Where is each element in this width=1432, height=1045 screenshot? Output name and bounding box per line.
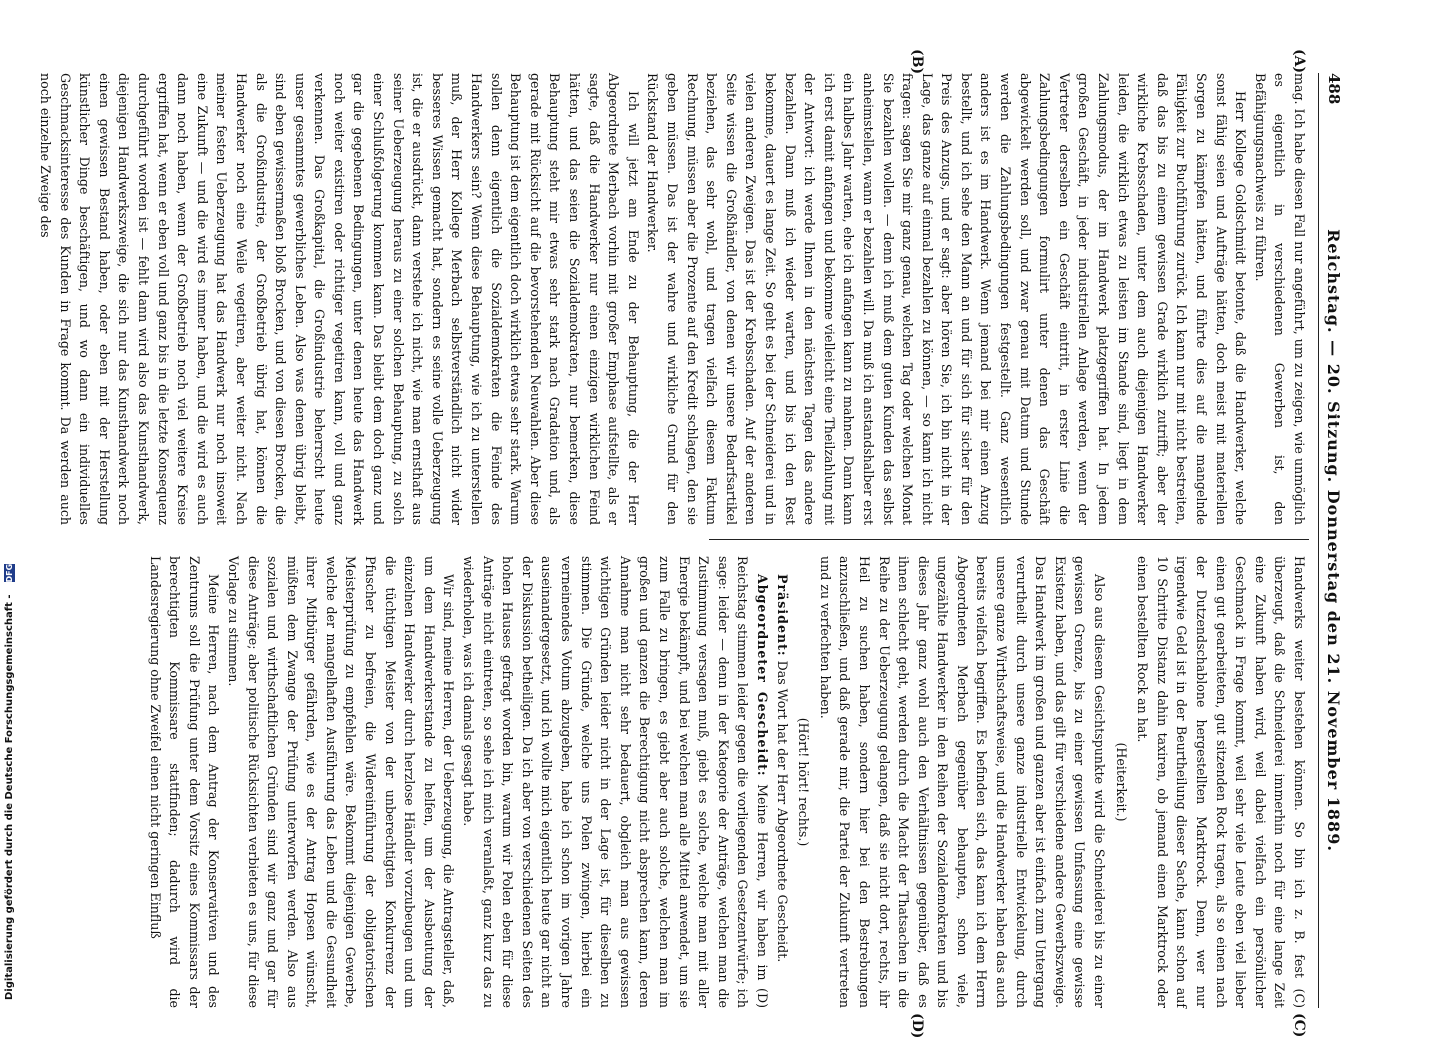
margin-marker-c: (C)	[1291, 1013, 1307, 1038]
paragraph: Ich will jetzt am Ende zu der Behauptung, die der Herr Abgeordnete Merbach vorhin mit großer Emphase aufstellte, als er sagte, daß die Handwerker nur einen einzigen wirklichen Feind hätten, und das seien die Sozialdemokraten, nur bemerken, diese Behauptung steht mir etwas sehr stark nach Gradation und, als gerade mit Rücksicht auf die bevorstehenden Neuwahlen. Aber diese Behauptung ist dem eigentlich doch wirklich etwas sehr stark. Warum sollen denn eigentlich die Sozialdemokraten die Feinde des Handwerkers sein? Wenn diese Behauptung, wie ich zu unterstellen muß, der Herr Kollege Merbach selbstverständlich nicht wider besseres Wissen gemacht hat, sondern es seine volle Ueberzeugung ist, die er ausdrückt, dann verstehe ich nicht, wie man ernsthaft aus seiner Ueberzeugung heraus zu einer solchen Behauptung, zu solch einer Schlußfolgerung kommen kann. Das bleibt dem doch ganz und gar die gegebenen Bedingungen, unter denen heute das Handwerk noch weiter existiren oder richtiger vegetiren kann, voll und ganz verkennen. Das Großkapital, die Großindustrie beherrscht heute unser gesammtes gewerbliches Leben. Also was denen übrig bleibt, sind eben gewissermaßen bloß Brocken, und von diesen Brocken, die als die Großindustrie, der Großbetrieb übrig hat, können die Handwerker noch eine Weile vegetiren, aber weiter nicht. Nach meiner festen Ueberzeugung hat das Handwerk nur noch insoweit eine Zukunft — und die wird es immer haben, und die wird es auch dann noch haben, wenn der Großbetrieb noch viel weitere Kreise ergriffen hat, wenn er eben voll und ganz bis in die letzte Konsequenz durchgeführt worden ist — fehlt dann wird also das Kunsthandwerk, diejenigen Handwerkszweige, die sich nur das Kunsthandwerk noch einen gewissen Bestand haben, oder eben mit der Herstellung künstlicher Dinge beschäftigen, und wo dann ein individuelles Geschmacksinteresse des Kunden in Frage kommt. Da werden auch noch einzelne Zweige des	[38, 73, 641, 525]
column-divider	[709, 539, 1309, 540]
page-header	[1318, 73, 1345, 1008]
delegate-text: Meine Herren, wir haben im (D) Reichstag stimmen leider gegen die vorliegenden Gesetzentwürfe; ich sage: leider — denn in der Kategorie der Anträge, welchen man die Zustimmung versagen muß, giebt es solche, welche man mit aller Energie bekämpft, und bei welchen man alle Mittel anwendet, um sie zum Falle zu bringen, es giebt aber auch solche, welchen man im großen und ganzen die Berechtigung nicht absprechen kann, deren Annahme man nicht sehr bedauert, obgleich man aus gewissen wichtigen Gründen leider nicht in der Lage ist, für dieselben zu stimmen. Die Gründe, welche uns Polen zwingen, hierbei ein verneinendes Votum abzugeben, habe ich schon im vorigen Jahre auseinandergesetzt, und ich wollte mich eigentlich heute gar nicht an der Diskussion betheiligen. Da ich aber von verschiedenen Seiten des hohen Hauses gefragt worden bin, warum wir Polen eben für diese Anträge nicht eintreten, so sehe ich mich veranlaßt, ganz kurz das zu wiederholen, was ich damals gesagt habe.	[461, 556, 770, 1008]
margin-marker-a: (A)	[1291, 49, 1307, 74]
margin-marker-d: (D)	[909, 1013, 925, 1039]
paragraph: Also aus diesem Gesichtspunkte wird die Schneiderei bis zu einer gewissen Grenze, bis zu einer gewissen Umfassung eine gewisse Existenz haben, und das gilt für verschiedene andere Gewerbszweige. Das Handwerk im großen und ganzen aber ist einfach zum Untergang verurtheilt durch unsere ganze industrielle Entwickelung, durch unsere ganze Wirthschaftsweise, und die Handwerker haben das auch bereits vielfach begriffen. Es befinden sich, das kann ich dem Herrn Abgeordneten Merbach gegenüber behaupten, schon viele, ungezählte Handwerker in den Reihen der Sozialdemokraten und bis dieses Jahr ganz wohl auch den Verhältnissen gegenüber, daß es ihnen schlecht geht, werden durch die Macht der Thatsachen in die Reihe zu der Ueberzeugung gelangen, daß sie nicht dort, rechts, ihr Heil zu suchen haben, sondern hier bei den Bestrebungen anzuschließen, und daß gerade mir, die Partei der Zukunft vertreten und zu verfechten haben.	[817, 556, 1108, 1008]
running-title: Reichstag. — 20. Sitzung. Donnerstag den 21. November 1889.	[1324, 229, 1343, 852]
page-content	[38, 49, 1345, 1039]
speaker-president: Präsident:	[774, 574, 790, 657]
digitization-credit	[2, 563, 16, 1000]
paragraph: Herr Kollege Goldschmidt betonte, daß die Handwerker, welche sonst fähig seien und Aufträge hätten, doch meist mit materiellen Sorgen zu kämpfen hätten, und führte dies auf die mangelnde Fähigkeit zur Buchführung zurück. Ich kann nur mit nicht bestreiten, daß das bis zu einem gewissen Grade wirklich zutrifft; aber der wirkliche Krebsschaden, unter dem auch diejenigen Handwerker leiden, die wirklich etwas zu leisten im Stande sind, liegt in dem Zahlungsmodus, der im Handwerk platzgegriffen hat. In jedem großen Geschäft, in jeder industriellen Anlage werden, wenn der Vertreter derselben ein Geschäft eintritt, in erster Linie die Zahlungsbedingungen formulirt unter denen das Geschäft abgewickelt werden soll, und zwar genau mit Datum und Stunde werden die Zahlungsbedingungen festgestellt. Ganz wesentlich anders ist es im Handwerk. Wenn jemand bei mir einen Anzug bestellt, und ich sehe den Mann an und für sich für sicher für den Preis des Anzugs, und er sagt: aber hören Sie, ich bin nicht in der Lage, das ganze auf einmal bezahlen zu können, — so kann ich nicht fragen: sagen Sie mir ganz genau, welchen Tag oder welchen Monat Sie bezahlen wollen. — denn ich muß dem guten Kunden das selbst anheimstellen, wann er bezahlen will. Da muß ich anstandshalber erst ein halbes Jahr warten, ehe ich anfangen kann zu mahnen. Dann kann ich erst damit anfangen und bekomme vielleicht eine Theilzahlung mit der Antwort: ich werde Ihnen in den nächsten Tagen das andere bezahlen. Dann muß ich wieder warten, und bis ich den Rest bekomme, dauert es lange Zeit. So geht es bei der Schneiderei und in vielen anderen Zweigen. Das ist der Krebsschaden. Auf der anderen Seite wissen die Großhändler, von denen wir unsere Bedarfsartikel beziehen, das sehr wohl, und tragen vielfach diesem Faktum Rechnung, müssen aber die Prozente auf den Kredit schlagen, den sie geben müssen. Das ist der wahre und wirkliche Grund für den Rückstand der Handwerker.	[645, 73, 1249, 525]
dfg-logo: DFG	[4, 563, 14, 583]
president-paragraph	[772, 556, 792, 1008]
left-column	[38, 73, 1309, 525]
right-column	[147, 556, 1309, 1008]
delegate-paragraph	[458, 556, 772, 1008]
paragraph: mag. Ich habe diesen Fall nur angeführt, um zu zeigen, wie unmöglich es eigentlich in verschiedenen Gewerben ist, den Befähigungsnachweis zu führen.	[1252, 73, 1307, 525]
president-text: Das Wort hat der Herr Abgeordnete Gescheidt.	[774, 660, 790, 963]
credit-text: Digitalisierung gefördert durch die Deutsche Forschungsgemeinschaft -	[3, 594, 15, 1000]
paragraph: Wir sind, meine Herren, der Ueberzeugung, die Antragsteller, daß, um dem Handwerkerstande zu helfen, um der Ausbeutung der einzelnen Handwerker durch herzlose Händler vorzubeugen und um die tüchtigen Meister von der unberechtigten Konkurrenz der Pfuscher zu befreien, die Widereinführung der obligatorischen Meisterprüfung zu empfehlen wäre. Bekommt diejenigen Gewerbe, welche der mangelhaften Ausführung das Leben und die Gesundheit ihrer Mitbürger gefährden, wie es der Antrag Hopsen wünscht, müßten dem Zwange der Prüfung unterworfen werden. Also aus sozialen und wirthschaftlichen Gründen sind wir ganz und gar für diese Anträge; aber politische Rücksichten verbieten es uns, für diese Vorlage zu stimmen.	[225, 556, 457, 1008]
stage-note-heiterkeit: (Heiterkeit.)	[1113, 742, 1129, 822]
speaker-delegate: Abgeordneter Gescheidt:	[754, 574, 770, 777]
rotated-page	[38, 45, 1353, 1045]
paragraph: Meine Herren, nach dem Antrag der Konservativen und des Zentrums soll die Prüfung unter dem Vorsitz eines Kommissars der berechtigten Kommissare stattfinden; dadurch wird die Landesregierung ohne Zweifel einen nicht geringen Einfluß	[147, 556, 222, 1008]
paragraph: Handwerks weiter bestehen können. So bin ich z. B. fest (C) überzeugt, daß die Schneiderei immerhin noch für eine lange Zeit eine Zukunft haben wird, weil dabei vielfach ein persönlicher Geschmack in Frage kommt, weil sehr viele Leute eben viel lieber einen gut gearbeiteten, gut sitzenden Rock tragen, als so einen nach der Dutzendschablone hergestellten Marktrock. Denn, wer nur irgendwie Geld ist in der Beurtheilung dieser Sache, kann schon auf 10 Schritte Distanz dahin taxiren, ob jemand einen Marktrock oder einen bestellten Rock an hat.	[1135, 556, 1307, 1008]
stage-note-hoert: (Hört! hört! rechts.)	[796, 717, 812, 847]
margin-marker-b: (B)	[909, 49, 925, 75]
page-number: 488	[1325, 73, 1343, 105]
